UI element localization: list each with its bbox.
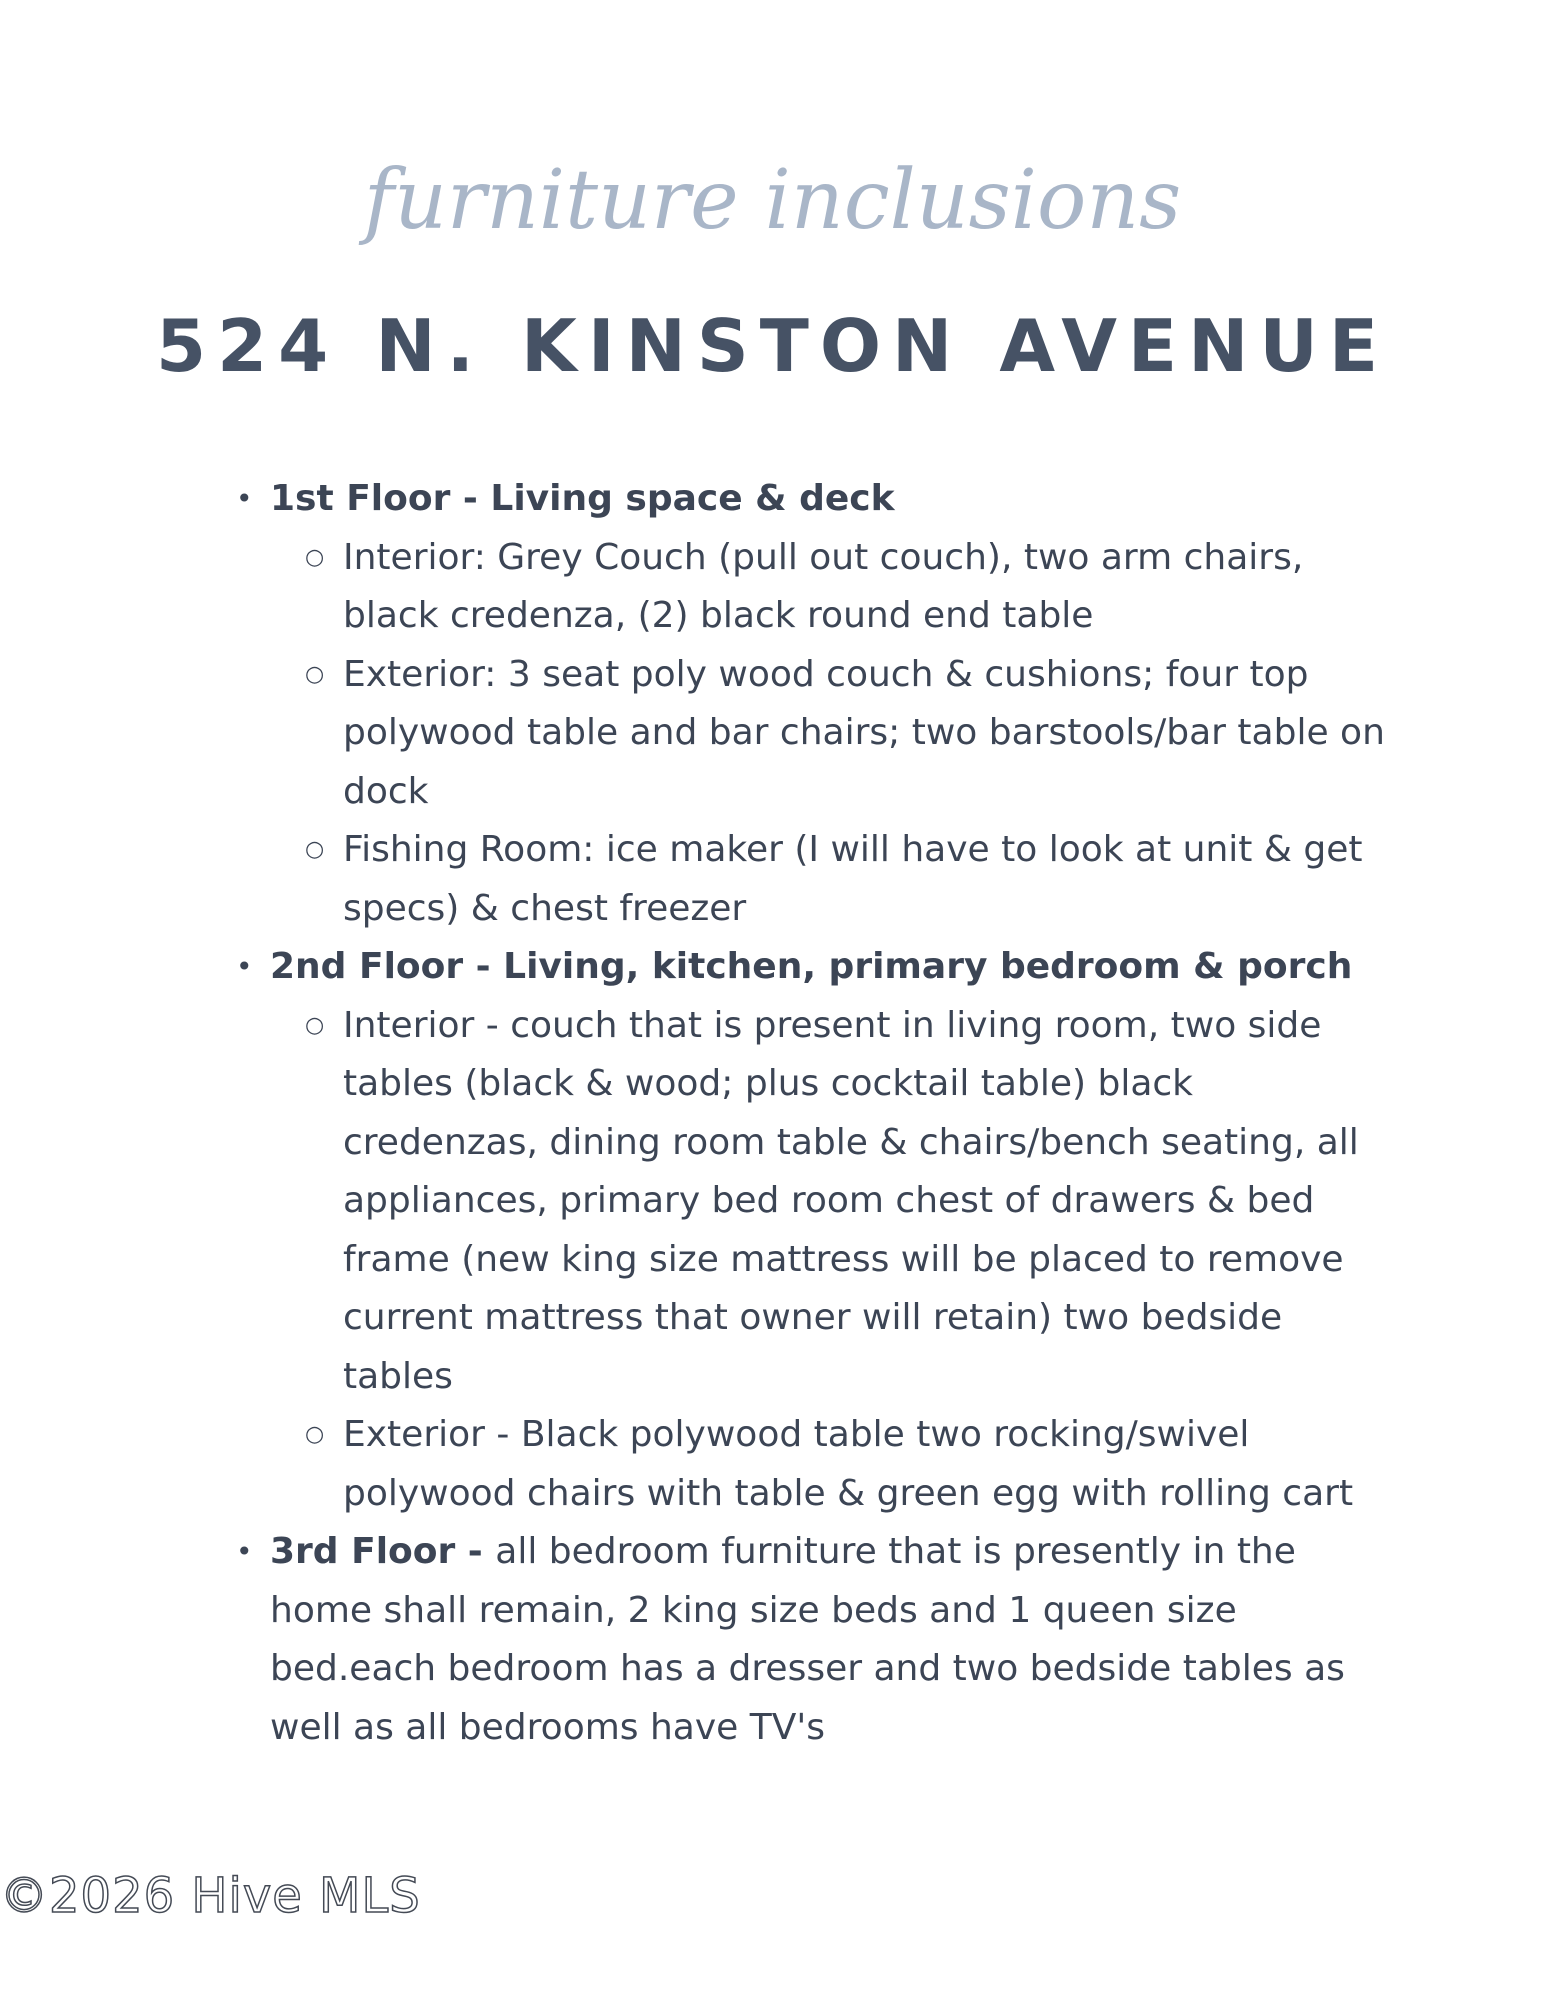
floor-list (232, 470, 1392, 1757)
circle-bullet-icon: ○ (305, 1422, 325, 1447)
list-item (305, 997, 1392, 1407)
circle-bullet-icon: ○ (305, 661, 325, 687)
list-item-text: Interior: Grey Couch (pull out couch), two arm chairs, black credenza, (2) black round end table (343, 536, 1304, 636)
list-item (305, 529, 1392, 646)
document-subtitle: furniture inclusions (363, 153, 1182, 248)
floor-sublist (270, 529, 1392, 939)
list-item-text: Exterior: 3 seat poly wood couch & cushions; four top polywood table and bar chairs; two barstools/bar table on dock (343, 653, 1385, 812)
list-item-text: Interior - couch that is present in living room, two side tables (black & wood; plus cocktail table) black credenzas, dining room table & chairs/bench seating, all appliances, primary bed room chest of drawers & bed frame (new king size mattress will be placed to remove current mattress that owner will retain) two bedside tables (343, 1004, 1359, 1397)
bullet-icon: • (236, 482, 253, 515)
property-address-title: 524 N. KINSTON AVENUE (155, 304, 1390, 388)
floor-item-2nd (232, 938, 1392, 1523)
floor-item-3rd (232, 1523, 1392, 1757)
list-item (305, 1406, 1392, 1523)
bullet-icon: • (236, 950, 253, 983)
bullet-icon: • (236, 1535, 253, 1568)
inclusions-list-container (232, 470, 1392, 1757)
circle-bullet-icon: ○ (305, 837, 325, 862)
floor-sublist (270, 997, 1392, 1524)
circle-bullet-icon: ○ (305, 544, 325, 570)
floor-description: all bedroom furniture that is presently in the home shall remain, 2 king size beds and 1 queen size bed.each bedroom has a dresser and two bedside tables as well as all bedrooms have TV's (270, 1531, 1345, 1748)
list-item (305, 821, 1392, 938)
floor-heading: 2nd Floor - Living, kitchen, primary bedroom & porch (270, 946, 1353, 987)
floor-heading: 1st Floor - Living space & deck (270, 478, 895, 519)
list-item-text: Exterior - Black polywood table two rocking/swivel polywood chairs with table & green egg with rolling cart (343, 1414, 1354, 1514)
floor-heading: 3rd Floor - (270, 1531, 496, 1572)
circle-bullet-icon: ○ (305, 1012, 325, 1038)
list-item (305, 646, 1392, 822)
floor-item-1st (232, 470, 1392, 938)
list-item-text: Fishing Room: ice maker (I will have to look at unit & get specs) & chest freezer (343, 829, 1363, 929)
copyright-watermark: ©2026 Hive MLS (0, 1868, 421, 1924)
